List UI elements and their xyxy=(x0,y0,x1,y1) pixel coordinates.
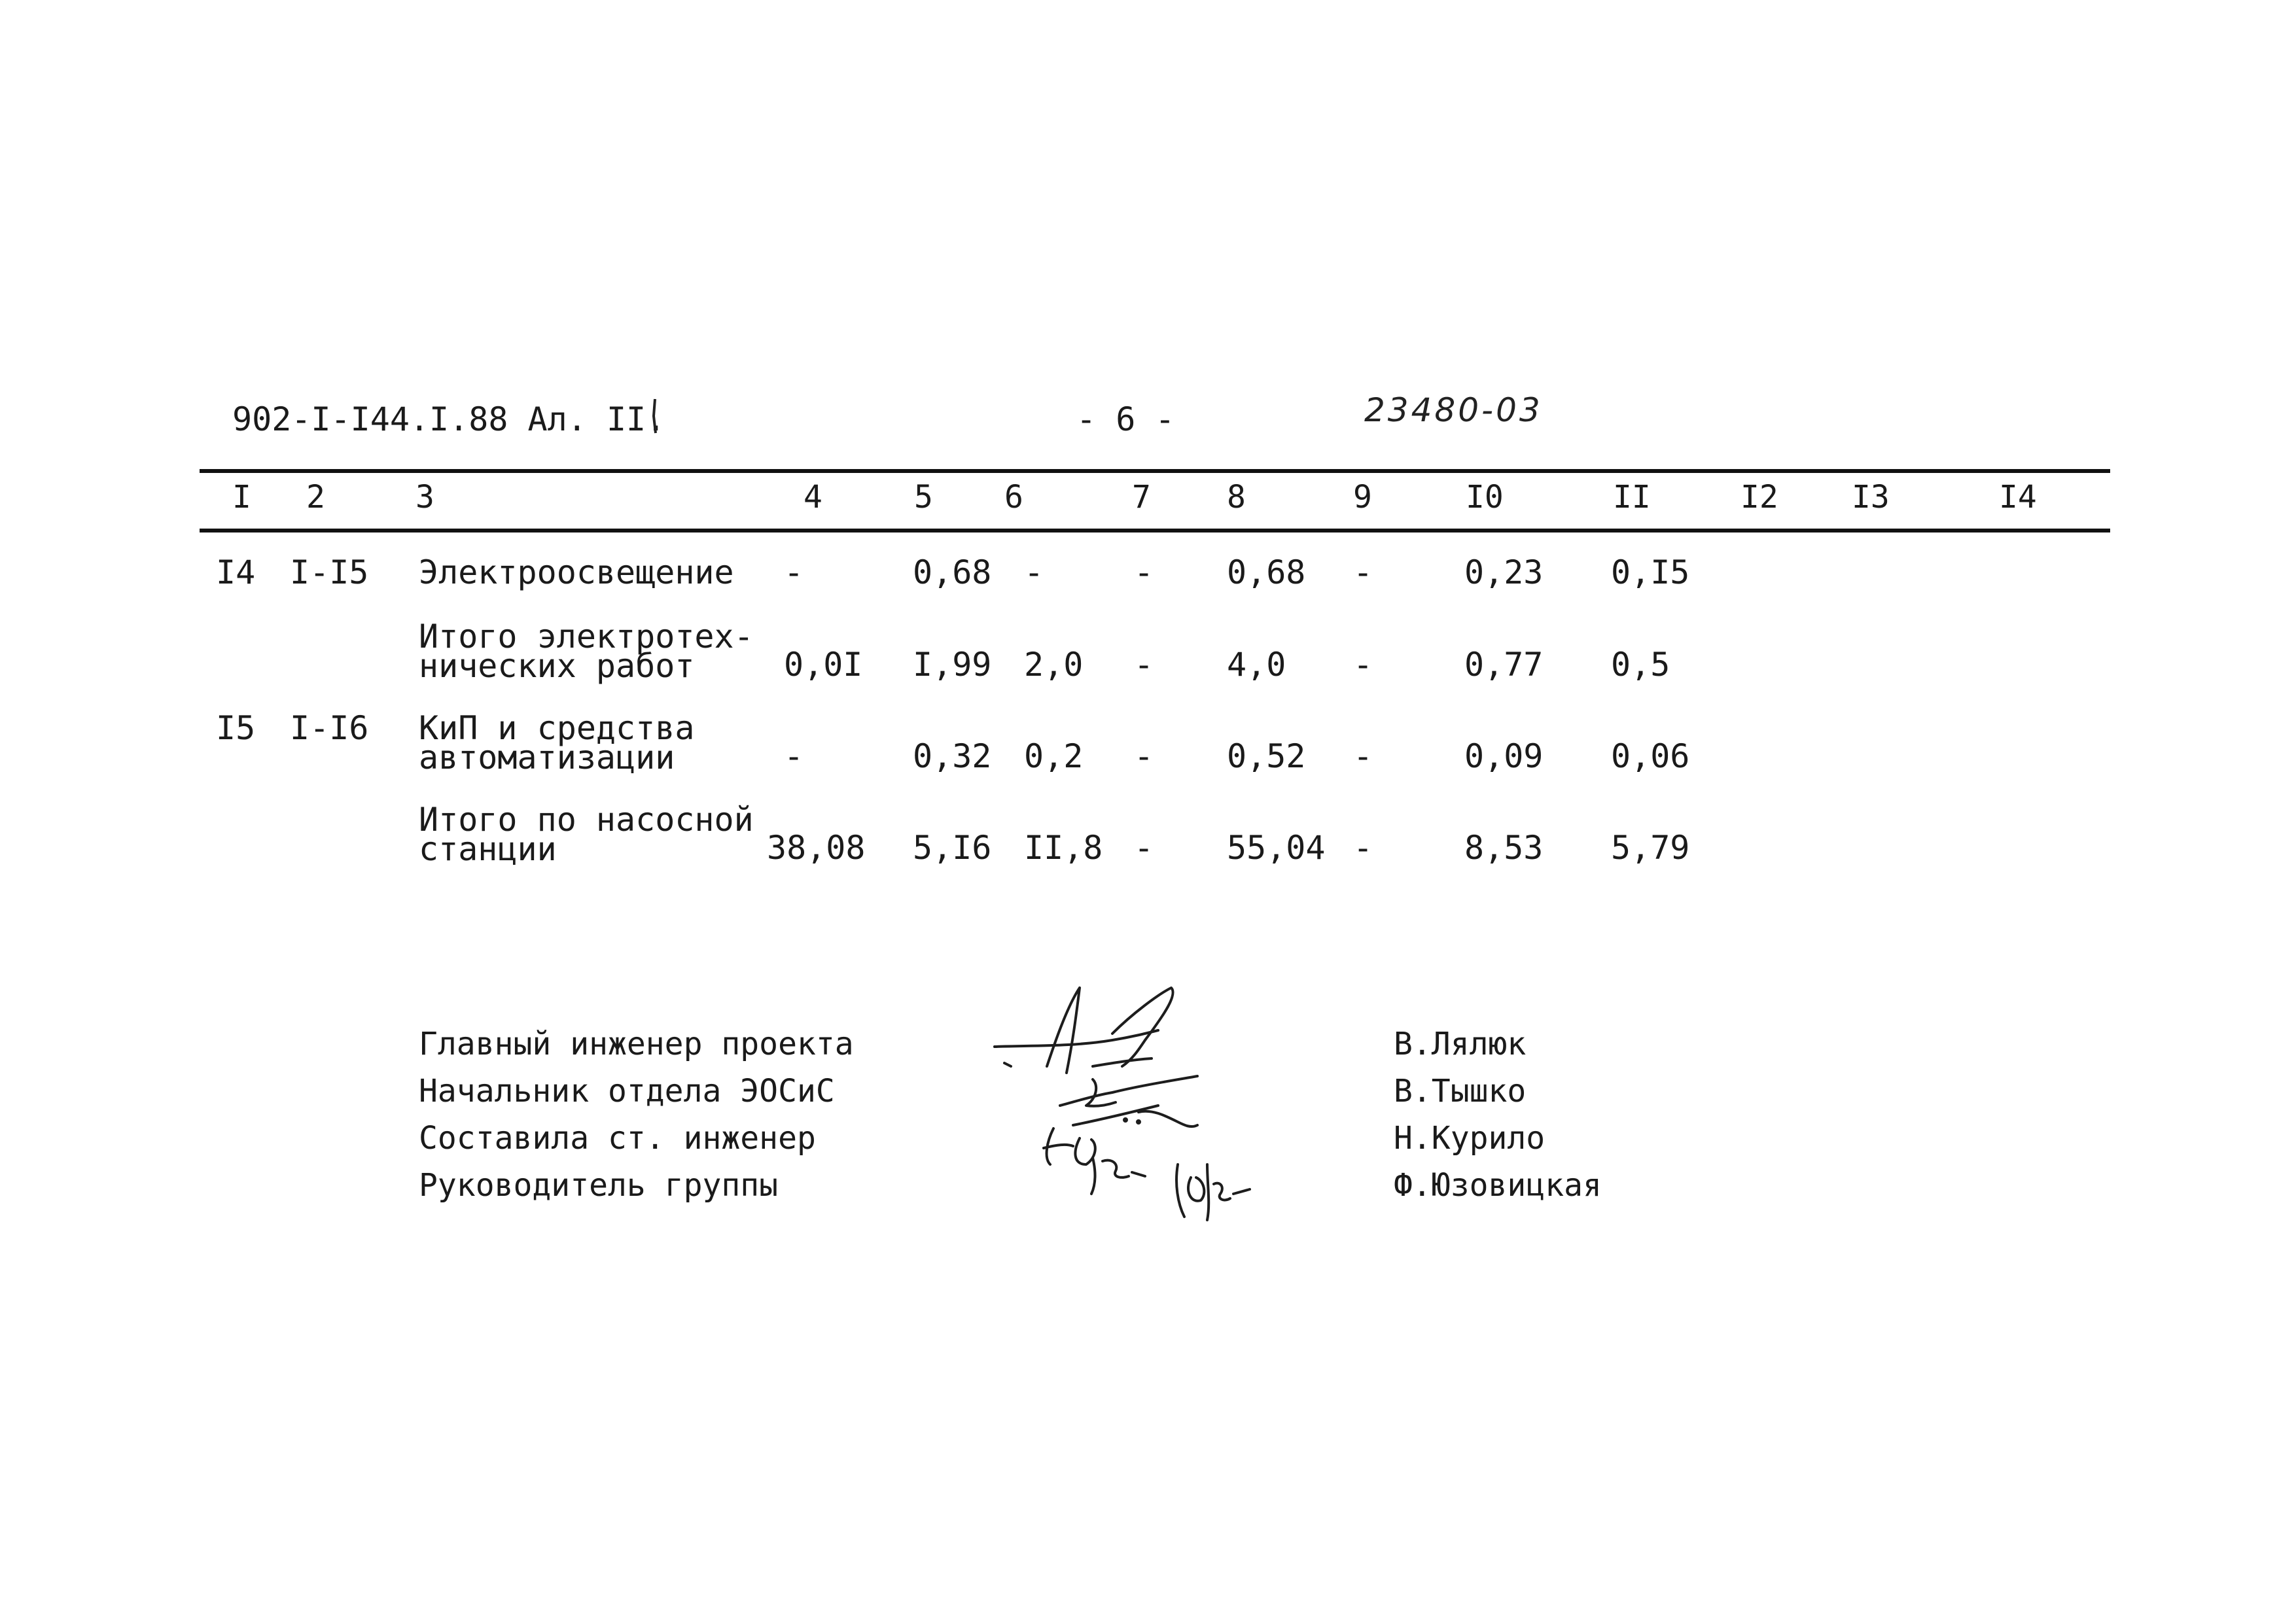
table-cell: I,99 xyxy=(913,646,992,684)
page-number: - 6 - xyxy=(1076,400,1175,438)
table-cell: I-I6 xyxy=(290,709,369,747)
table-cell: Электроосвещение xyxy=(419,553,734,591)
column-header-6: 6 xyxy=(1004,479,1023,515)
table-cell: 0,77 xyxy=(1464,646,1544,684)
column-header-2: 2 xyxy=(306,479,325,515)
table-cell: - xyxy=(784,737,804,775)
table-cell: 55,04 xyxy=(1227,829,1326,867)
column-header-14: I4 xyxy=(1999,479,2037,515)
table-cell: 0,I5 xyxy=(1611,553,1690,591)
table-cell: нических работ xyxy=(419,647,695,685)
table-cell: 2,0 xyxy=(1024,646,1084,684)
table-cell: КиП и средства xyxy=(419,709,695,747)
column-header-9: 9 xyxy=(1353,479,1372,515)
table-cell: I-I5 xyxy=(290,553,369,591)
table-cell: - xyxy=(1134,646,1154,684)
table-cell: Итого по насосной xyxy=(419,801,754,839)
column-header-7: 7 xyxy=(1132,479,1151,515)
table-cell: - xyxy=(1353,646,1373,684)
table-cell: 38,08 xyxy=(767,829,866,867)
table-header-rule xyxy=(200,529,2110,532)
column-header-3: 3 xyxy=(415,479,434,515)
table-cell: II,8 xyxy=(1024,829,1103,867)
column-header-12: I2 xyxy=(1740,479,1778,515)
table-cell: 8,53 xyxy=(1464,829,1544,867)
table-cell: - xyxy=(1134,737,1154,775)
document-code: 902-I-I44.I.88 Ал. II. xyxy=(232,400,666,438)
table-cell: 5,I6 xyxy=(913,829,992,867)
handwritten-signatures-icon xyxy=(981,968,1296,1230)
table-cell: 0,32 xyxy=(913,737,992,775)
column-header-10: I0 xyxy=(1466,479,1504,515)
table-cell: 5,79 xyxy=(1611,829,1690,867)
table-cell: 0,2 xyxy=(1024,737,1084,775)
signature-role: Начальник отдела ЭОСиС xyxy=(419,1073,835,1109)
column-header-1: I xyxy=(232,479,251,515)
table-cell: - xyxy=(1353,737,1373,775)
table-cell: Итого электротех- xyxy=(419,618,754,655)
table-top-rule xyxy=(200,469,2110,473)
table-cell: - xyxy=(1134,553,1154,591)
table-cell: I5 xyxy=(216,709,256,747)
table-cell: станции xyxy=(419,830,557,868)
signature-role: Составила ст. инженер xyxy=(419,1120,816,1157)
table-cell: 0,5 xyxy=(1611,646,1670,684)
table-cell: автоматизации xyxy=(419,739,675,777)
table-cell: I4 xyxy=(216,553,256,591)
signature-name: Ф.Юзовицкая xyxy=(1394,1167,1602,1204)
table-cell: 0,52 xyxy=(1227,737,1306,775)
table-cell: 0,0I xyxy=(784,646,863,684)
table-cell: 0,09 xyxy=(1464,737,1544,775)
table-cell: 0,06 xyxy=(1611,737,1690,775)
column-header-11: II xyxy=(1613,479,1651,515)
table-cell: 0,23 xyxy=(1464,553,1544,591)
inventory-number: 23480-03 xyxy=(1364,391,1543,429)
column-header-13: I3 xyxy=(1852,479,1890,515)
table-cell: - xyxy=(784,553,804,591)
column-header-4: 4 xyxy=(804,479,822,515)
table-cell: 0,68 xyxy=(913,553,992,591)
column-header-5: 5 xyxy=(914,479,933,515)
signature-role: Главный инженер проекта xyxy=(419,1026,854,1062)
signature-role: Руководитель группы xyxy=(419,1167,779,1204)
table-cell: - xyxy=(1353,829,1373,867)
table-cell: 0,68 xyxy=(1227,553,1306,591)
signature-name: В.Лялюк xyxy=(1394,1026,1527,1062)
signature-name: Н.Курило xyxy=(1394,1120,1545,1157)
column-header-8: 8 xyxy=(1227,479,1246,515)
table-cell: - xyxy=(1353,553,1373,591)
handwritten-mark-icon xyxy=(651,396,658,436)
table-cell: - xyxy=(1134,829,1154,867)
table-cell: 4,0 xyxy=(1227,646,1286,684)
table-cell: - xyxy=(1024,553,1044,591)
signature-name: В.Тышко xyxy=(1394,1073,1527,1109)
